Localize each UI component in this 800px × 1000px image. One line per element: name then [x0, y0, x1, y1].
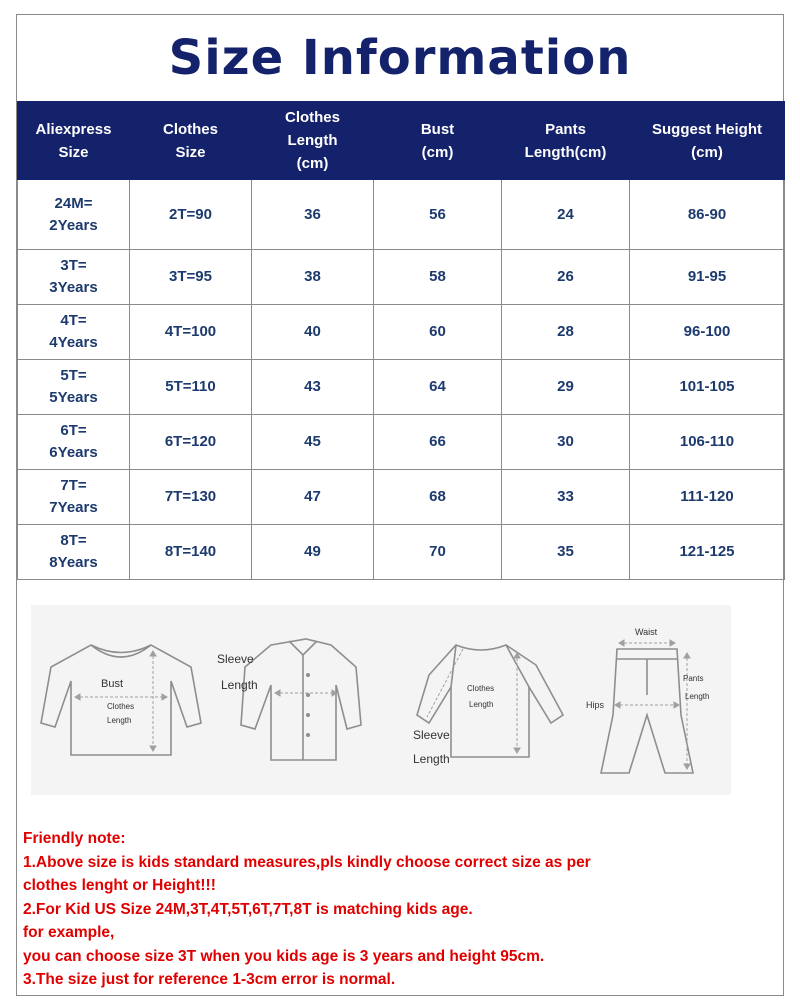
- header-pants-length: Pants Length(cm): [502, 102, 630, 180]
- cell-pants-length: 24: [502, 180, 630, 250]
- note-line: 2.For Kid US Size 24M,3T,4T,5T,6T,7T,8T is matching kids age.: [23, 900, 473, 918]
- cell-clothes-size: 5T=110: [130, 360, 252, 415]
- cell-clothes-size: 7T=130: [130, 470, 252, 525]
- clothes-length-label-1: Clothes Length: [107, 702, 135, 725]
- cell-suggest-height: 111-120: [630, 470, 785, 525]
- friendly-note: [23, 827, 779, 992]
- note-heading: Friendly note:: [23, 830, 126, 847]
- cell-bust: 70: [374, 525, 502, 580]
- header-aliexpress-size: Aliexpress Size: [18, 102, 130, 180]
- header-clothes-length: Clothes Length (cm): [252, 102, 374, 180]
- cell-clothes-size: 4T=100: [130, 305, 252, 360]
- table-row: [18, 470, 785, 525]
- page-title: Size Information: [168, 30, 632, 86]
- table-header-row: [18, 102, 785, 180]
- cell-suggest-height: 101-105: [630, 360, 785, 415]
- size-table: [17, 101, 785, 580]
- cell-suggest-height: 106-110: [630, 415, 785, 470]
- pants-length-label: Pants Length: [683, 674, 710, 701]
- cell-suggest-height: 91-95: [630, 250, 785, 305]
- cell-clothes-length: 47: [252, 470, 374, 525]
- cell-clothes-size: 2T=90: [130, 180, 252, 250]
- cell-clothes-length: 36: [252, 180, 374, 250]
- cell-bust: 60: [374, 305, 502, 360]
- header-bust: Bust (cm): [374, 102, 502, 180]
- cell-suggest-height: 86-90: [630, 180, 785, 250]
- table-row: [18, 525, 785, 580]
- cell-pants-length: 29: [502, 360, 630, 415]
- cell-bust: 68: [374, 470, 502, 525]
- cell-bust: 66: [374, 415, 502, 470]
- cell-bust: 64: [374, 360, 502, 415]
- size-chart-frame: [16, 14, 784, 996]
- cell-aliexpress-size: 6T= 6Years: [18, 415, 130, 470]
- cell-pants-length: 26: [502, 250, 630, 305]
- table-row: [18, 415, 785, 470]
- cell-suggest-height: 121-125: [630, 525, 785, 580]
- cell-clothes-size: 3T=95: [130, 250, 252, 305]
- diagram-background: [31, 605, 731, 795]
- note-line: you can choose size 3T when you kids age is 3 years and height 95cm.: [23, 947, 545, 965]
- cell-clothes-length: 43: [252, 360, 374, 415]
- cell-suggest-height: 96-100: [630, 305, 785, 360]
- cell-aliexpress-size: 8T= 8Years: [18, 525, 130, 580]
- cell-aliexpress-size: 3T= 3Years: [18, 250, 130, 305]
- sleeve-length-label-2: Sleeve Length: [413, 728, 450, 766]
- cell-bust: 58: [374, 250, 502, 305]
- clothes-length-label-2: Clothes Length: [467, 684, 495, 709]
- table-row: [18, 305, 785, 360]
- waist-label: Waist: [635, 627, 658, 637]
- header-suggest-height: Suggest Height (cm): [630, 102, 785, 180]
- cell-aliexpress-size: 4T= 4Years: [18, 305, 130, 360]
- header-clothes-size: Clothes Size: [130, 102, 252, 180]
- sleeve-length-label-1: Sleeve Length: [217, 652, 258, 692]
- cell-clothes-size: 8T=140: [130, 525, 252, 580]
- note-line: 3.The size just for reference 1-3cm error is normal.: [23, 971, 396, 988]
- bust-label: Bust: [101, 678, 124, 690]
- table-row: [18, 180, 785, 250]
- cell-aliexpress-size: 5T= 5Years: [18, 360, 130, 415]
- note-line: clothes lenght or Height!!!: [23, 877, 216, 894]
- cell-clothes-length: 45: [252, 415, 374, 470]
- cell-clothes-length: 49: [252, 525, 374, 580]
- hips-label: Hips: [586, 700, 605, 710]
- table-row: [18, 250, 785, 305]
- cell-pants-length: 33: [502, 470, 630, 525]
- measurement-diagram: [31, 605, 731, 795]
- cell-bust: 56: [374, 180, 502, 250]
- note-line: for example,: [23, 924, 115, 941]
- cell-clothes-size: 6T=120: [130, 415, 252, 470]
- cell-pants-length: 30: [502, 415, 630, 470]
- table-row: [18, 360, 785, 415]
- cell-clothes-length: 40: [252, 305, 374, 360]
- cell-clothes-length: 38: [252, 250, 374, 305]
- cell-pants-length: 28: [502, 305, 630, 360]
- cell-aliexpress-size: 7T= 7Years: [18, 470, 130, 525]
- cell-aliexpress-size: 24M= 2Years: [18, 180, 130, 250]
- note-line: 1.Above size is kids standard measures,pls kindly choose correct size as per: [23, 853, 591, 871]
- cell-pants-length: 35: [502, 525, 630, 580]
